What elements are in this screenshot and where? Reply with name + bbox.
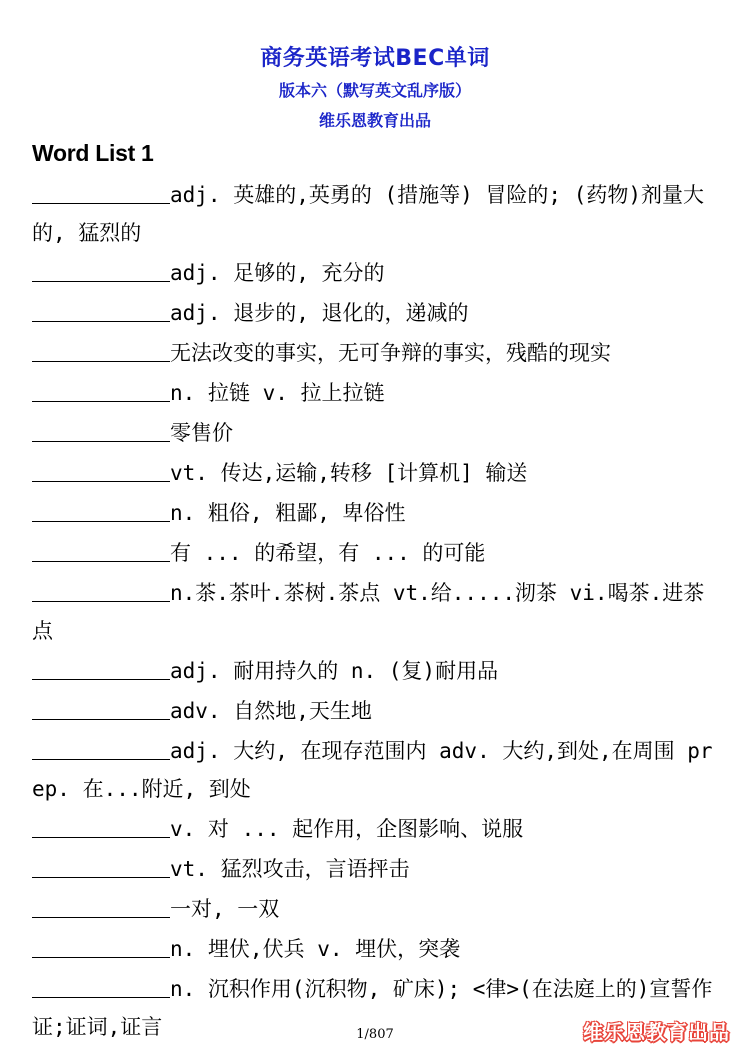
word-definition: n. 沉积作用(沉积物, 矿床); <律>(在法庭上的)宣誓作证;证词,证言: [32, 977, 713, 1039]
word-entry: [32, 252, 722, 292]
word-entry: [32, 690, 722, 730]
word-entry: [32, 292, 722, 332]
page-number: 1/807: [356, 1027, 394, 1042]
word-definition: 有 ... 的希望，有 ... 的可能: [170, 541, 486, 565]
answer-blank: [32, 850, 170, 878]
answer-blank: [32, 414, 170, 442]
answer-blank: [32, 810, 170, 838]
answer-blank: [32, 890, 170, 918]
word-entry: [32, 174, 722, 252]
word-definition: 一对, 一双: [170, 897, 280, 921]
word-entry: [32, 492, 722, 532]
word-definition: adj. 耐用持久的 n. (复)耐用品: [170, 659, 499, 683]
word-entry: [32, 332, 722, 372]
word-entry: [32, 928, 722, 968]
answer-blank: [32, 692, 170, 720]
answer-blank: [32, 574, 170, 602]
word-definition: adj. 英雄的,英勇的 (措施等) 冒险的; (药物)剂量大的, 猛烈的: [32, 183, 705, 245]
word-definition: n. 埋伏,伏兵 v. 埋伏，突袭: [170, 937, 461, 961]
answer-blank: [32, 494, 170, 522]
publisher-watermark: 维乐恩教育出品: [583, 1020, 730, 1044]
answer-blank: [32, 652, 170, 680]
word-definition: adv. 自然地,天生地: [170, 699, 372, 723]
word-entry: [32, 888, 722, 928]
word-entry: [32, 730, 722, 808]
document-title: 商务英语考试BEC单词: [260, 46, 490, 71]
word-list-heading: Word List 1: [32, 140, 154, 166]
word-entry: [32, 650, 722, 690]
word-definition: n. 粗俗, 粗鄙, 卑俗性: [170, 501, 406, 525]
word-definition: adj. 退步的, 退化的，递减的: [170, 301, 469, 325]
word-definition: v. 对 ... 起作用，企图影响、说服: [170, 817, 524, 841]
word-entry: [32, 572, 722, 650]
answer-blank: [32, 970, 170, 998]
answer-blank: [32, 374, 170, 402]
word-entry: [32, 452, 722, 492]
answer-blank: [32, 254, 170, 282]
word-entry: [32, 412, 722, 452]
document-publisher: 维乐恩教育出品: [318, 111, 431, 130]
word-definition: n.茶.茶叶.茶树.茶点 vt.给.....沏茶 vi.喝茶.进茶点: [32, 581, 705, 643]
word-definition: adj. 足够的, 充分的: [170, 261, 385, 285]
document-header: [0, 42, 750, 136]
document-version: 版本六（默写英文乱序版）: [278, 81, 471, 100]
answer-blank: [32, 454, 170, 482]
answer-blank: [32, 294, 170, 322]
word-entry: [32, 532, 722, 572]
word-entry: [32, 372, 722, 412]
answer-blank: [32, 534, 170, 562]
word-definition: vt. 猛烈攻击，言语抨击: [170, 857, 410, 881]
word-list: [32, 174, 722, 1046]
word-definition: adj. 大约, 在现存范围内 adv. 大约,到处,在周围 prep. 在...附近, 到处: [32, 739, 713, 801]
word-entry: [32, 808, 722, 848]
word-definition: 无法改变的事实，无可争辩的事实，残酷的现实: [170, 341, 611, 365]
answer-blank: [32, 334, 170, 362]
word-entry: [32, 848, 722, 888]
word-definition: n. 拉链 v. 拉上拉链: [170, 381, 385, 405]
word-definition: 零售价: [170, 421, 233, 445]
answer-blank: [32, 176, 170, 204]
answer-blank: [32, 732, 170, 760]
word-definition: vt. 传达,运输,转移 [计算机] 输送: [170, 461, 528, 485]
answer-blank: [32, 930, 170, 958]
